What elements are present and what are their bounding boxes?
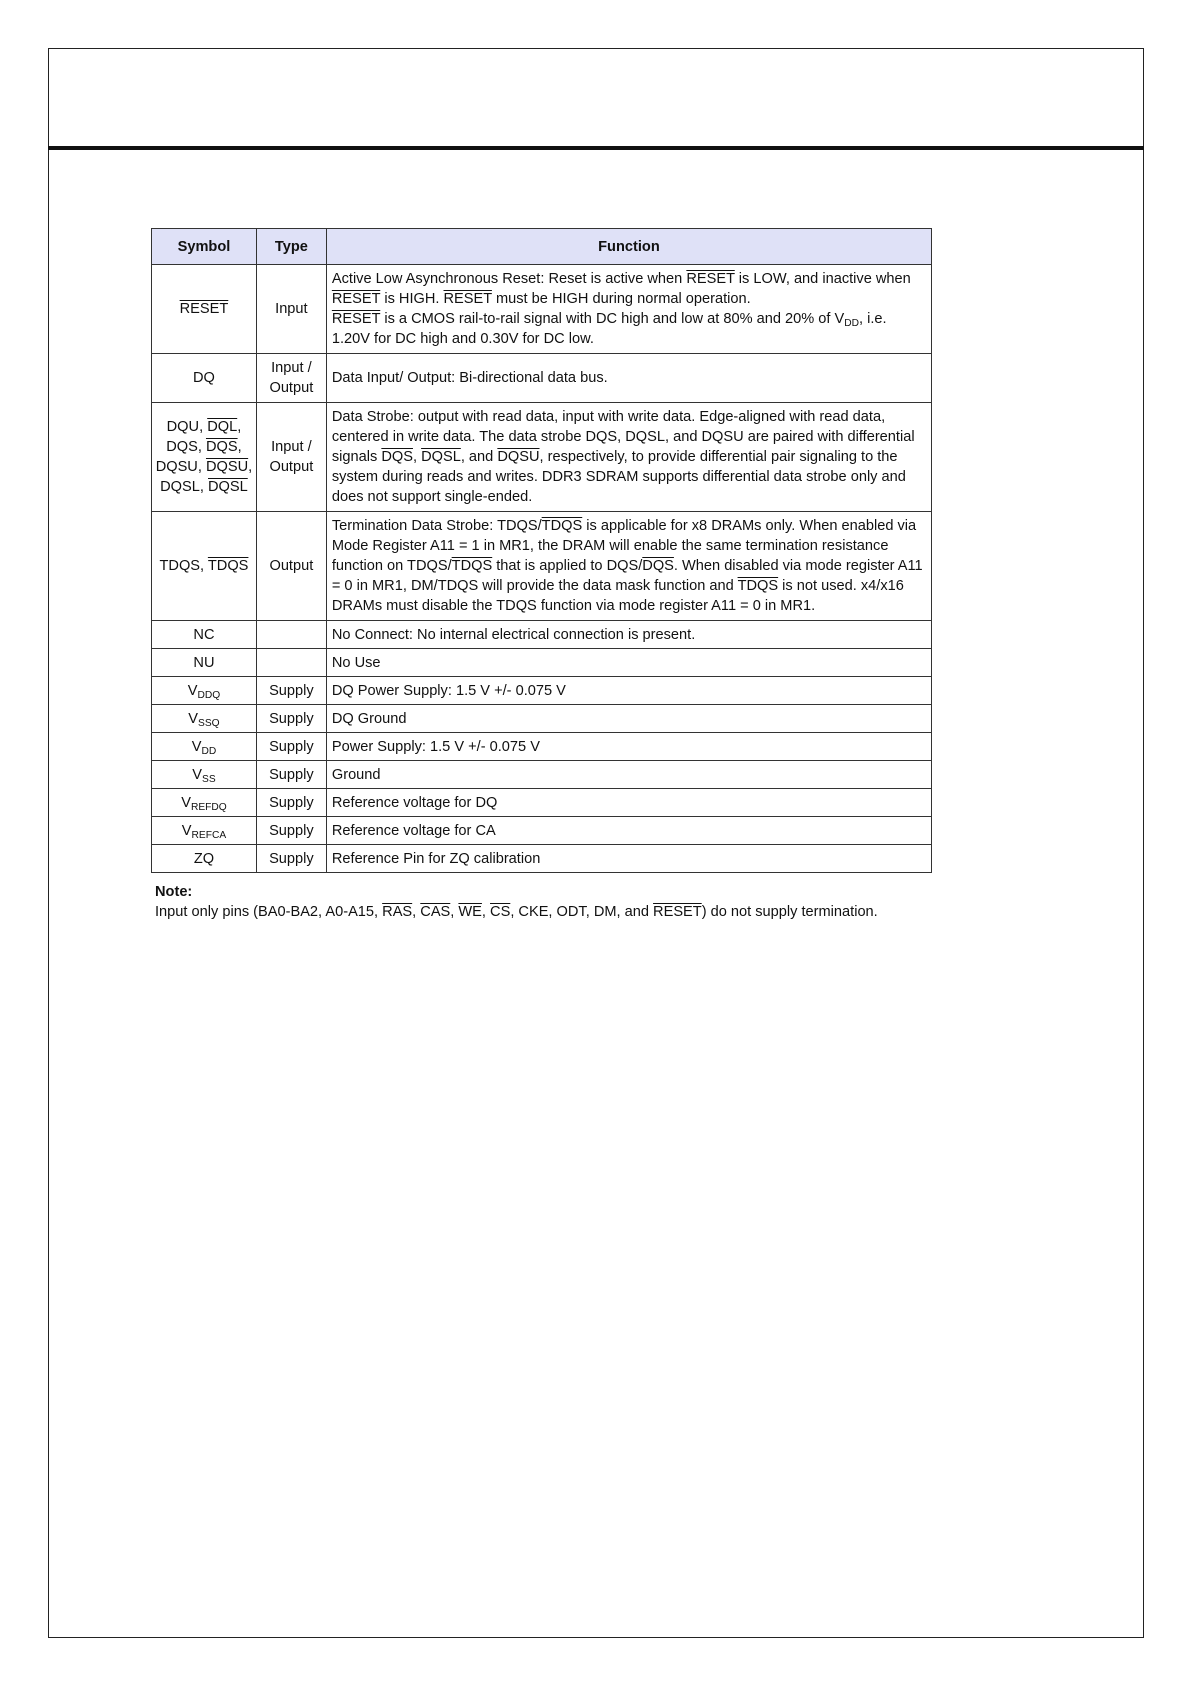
function-cell: Power Supply: 1.5 V +/- 0.075 V: [326, 733, 931, 761]
header-symbol: Symbol: [152, 229, 257, 265]
symbol-cell: [152, 512, 257, 621]
table-row: [152, 845, 932, 873]
type-cell: Supply: [256, 789, 326, 817]
text-run: TDQS,: [159, 558, 208, 574]
table-row: [152, 649, 932, 677]
text-run: ,: [237, 419, 242, 435]
overline-run: DQSL: [421, 449, 461, 465]
function-line: [332, 576, 926, 596]
text-run: V: [181, 822, 192, 839]
subscript: DD: [201, 745, 217, 757]
function-line: [332, 269, 926, 289]
function-line: [332, 516, 926, 536]
subscript: DD: [844, 318, 859, 329]
text-run: is applicable for x8 DRAMs only. When enabled via: [582, 518, 917, 534]
symbol-cell: DQ: [152, 354, 257, 403]
pin-description-table: [151, 228, 932, 873]
type-cell: Supply: [256, 705, 326, 733]
overline-run: $\overline{DQL}$: [207, 419, 238, 435]
text-run: DQSL,: [160, 479, 208, 495]
text-run: ,: [412, 904, 421, 920]
table-row: [152, 705, 932, 733]
type-cell: [256, 354, 326, 403]
subscript: SS: [202, 773, 216, 785]
text-run: DQU,: [166, 419, 208, 435]
function-cell: No Connect: No internal electrical connection is present.: [326, 621, 931, 649]
symbol-line: [155, 477, 253, 497]
function-cell: No Use: [326, 649, 931, 677]
text-run: DQSU,: [155, 459, 206, 475]
overline-run: $\overline{CAS}$: [420, 904, 451, 920]
table-row: [152, 817, 932, 845]
type-cell: Supply: [256, 677, 326, 705]
table-header-row: [152, 229, 932, 265]
table-note: [155, 882, 878, 922]
overline-run: $\overline{RAS}$: [382, 904, 413, 920]
text-run: is HIGH.: [380, 291, 444, 307]
text-run: , and: [460, 449, 498, 465]
symbol-cell: [152, 265, 257, 354]
function-line: does not support single-ended.: [331, 489, 533, 505]
type-cell: Supply: [256, 817, 326, 845]
type-line: Input /: [271, 360, 312, 376]
text-run: V: [181, 794, 191, 811]
overline-run: $\overline{CS}$: [490, 904, 511, 920]
type-cell: [256, 621, 326, 649]
function-cell: DQ Ground: [326, 705, 931, 733]
function-cell: Data Input/ Output: Bi-directional data bus.: [326, 354, 931, 403]
function-cell: Ground: [326, 761, 931, 789]
function-cell: Reference voltage for DQ: [326, 789, 931, 817]
table-row: [152, 403, 932, 512]
text-run: , i.e.: [859, 311, 887, 327]
function-line: [332, 447, 926, 467]
text-run: ,: [248, 459, 253, 475]
overline-run: $\overline{DQS}$: [642, 558, 674, 574]
overline-run: RESET: [331, 291, 381, 307]
text-run: ,: [481, 904, 491, 920]
overline-run: $\overline{DQS}$: [205, 439, 238, 455]
header-function: Function: [326, 229, 931, 265]
function-cell: DQ Power Supply: 1.5 V +/- 0.075 V: [326, 677, 931, 705]
overline-run: $\overline{DQS}$: [381, 449, 413, 465]
table-row: [152, 265, 932, 354]
type-cell: Supply: [256, 845, 326, 873]
table-row: [152, 354, 932, 403]
symbol-cell: [152, 403, 257, 512]
overline-run: $\overline{WE}$: [458, 904, 482, 920]
text-run: Active Low Asynchronous Reset: Reset is active when: [331, 271, 687, 287]
symbol-cell: [152, 789, 257, 817]
table-row: [152, 677, 932, 705]
text-run: is a CMOS rail-to-rail signal with DC high and low at 80% and 20% of V: [380, 311, 845, 327]
type-cell: Output: [256, 512, 326, 621]
text-run: ,: [237, 439, 242, 455]
overline-run: TDQS: [737, 578, 779, 594]
table-row: [152, 512, 932, 621]
symbol-cell: [152, 817, 257, 845]
subscript: REFDQ: [190, 801, 227, 813]
text-run: is LOW, and inactive when: [734, 271, 911, 287]
function-line: system during reads and writes. DDR3 SDRAM supports differential data strobe only and: [331, 469, 906, 485]
subscript: SSQ: [198, 717, 220, 729]
text-run: Termination Data Strobe: TDQS/: [331, 518, 542, 534]
symbol-line: [155, 437, 253, 457]
overline-run: DQSU: [497, 449, 540, 465]
symbol-cell: [152, 761, 257, 789]
type-cell: [256, 649, 326, 677]
table-row: [152, 789, 932, 817]
text-run: , respectively, to provide differential pair signaling to the: [539, 449, 898, 465]
text-run: signals: [331, 449, 382, 465]
text-run: must be HIGH during normal operation.: [491, 291, 751, 307]
note-text: [155, 902, 878, 922]
symbol-text: RESET: [179, 301, 229, 317]
subscript: REFCA: [191, 829, 227, 841]
symbol-cell: [152, 677, 257, 705]
type-cell: Supply: [256, 733, 326, 761]
symbol-cell: NC: [152, 621, 257, 649]
note-title: Note:: [155, 884, 193, 900]
text-run: function on TDQS/: [331, 558, 452, 574]
function-line: Mode Register A11 = 1 in MR1, the DRAM will enable the same termination resistance: [331, 538, 889, 554]
text-run: = 0 in MR1, DM/TDQS will provide the data mask function and: [331, 578, 738, 594]
symbol-cell: ZQ: [152, 845, 257, 873]
type-cell: Supply: [256, 761, 326, 789]
symbol-cell: [152, 705, 257, 733]
symbol-cell: NU: [152, 649, 257, 677]
function-cell: Reference voltage for CA: [326, 817, 931, 845]
function-cell: [326, 265, 931, 354]
type-cell: Input: [256, 265, 326, 354]
overline-run: RESET: [686, 271, 735, 287]
symbol-line: [155, 457, 253, 477]
overline-run: RESET: [443, 291, 492, 307]
overline-run: TDQS: [541, 518, 583, 534]
symbol-cell: [152, 733, 257, 761]
overline-run: DQSL: [208, 479, 248, 495]
text-run: ) do not supply termination.: [701, 904, 878, 920]
overline-run: DQSU: [205, 459, 249, 475]
function-line: [332, 289, 926, 309]
text-run: V: [192, 766, 202, 783]
table-row: [152, 621, 932, 649]
function-line: centered in write data. The data strobe DQS, DQSL, and DQSU are paired with differential: [331, 429, 915, 445]
type-line: Output: [269, 459, 314, 475]
text-run: V: [187, 682, 198, 699]
text-run: Input only pins (BA0-BA2, A0-A15,: [155, 904, 383, 920]
function-cell: Reference Pin for ZQ calibration: [326, 845, 931, 873]
function-line: 1.20V for DC high and 0.30V for DC low.: [331, 331, 594, 347]
text-run: . When disabled via mode register A11: [673, 558, 923, 574]
text-run: DQS,: [166, 439, 206, 455]
overline-run: RESET: [331, 311, 381, 327]
overline-run: RESET: [653, 904, 702, 920]
function-line: [332, 556, 926, 576]
overline-run: TDQS: [207, 558, 249, 574]
function-line: Data Strobe: output with read data, input with write data. Edge-aligned with read data,: [331, 409, 886, 425]
table-row: [152, 761, 932, 789]
type-cell: [256, 403, 326, 512]
type-line: Output: [269, 380, 314, 396]
function-line: [332, 309, 926, 329]
text-run: ,: [450, 904, 459, 920]
symbol-line: [155, 417, 253, 437]
type-line: Input /: [271, 439, 312, 455]
function-cell: [326, 403, 931, 512]
text-run: V: [188, 710, 199, 727]
text-run: , CKE, ODT, DM, and: [510, 904, 654, 920]
function-cell: [326, 512, 931, 621]
header-rule: [48, 146, 1144, 150]
subscript: DDQ: [197, 689, 221, 701]
text-run: is not used. x4/x16: [778, 578, 904, 594]
text-run: V: [191, 738, 202, 755]
table-row: [152, 733, 932, 761]
overline-run: TDQS: [451, 558, 493, 574]
text-run: that is applied to DQS/: [492, 558, 643, 574]
function-line: DRAMs must disable the TDQS function via mode register A11 = 0 in MR1.: [331, 598, 816, 614]
header-type: Type: [256, 229, 326, 265]
text-run: ,: [412, 449, 422, 465]
